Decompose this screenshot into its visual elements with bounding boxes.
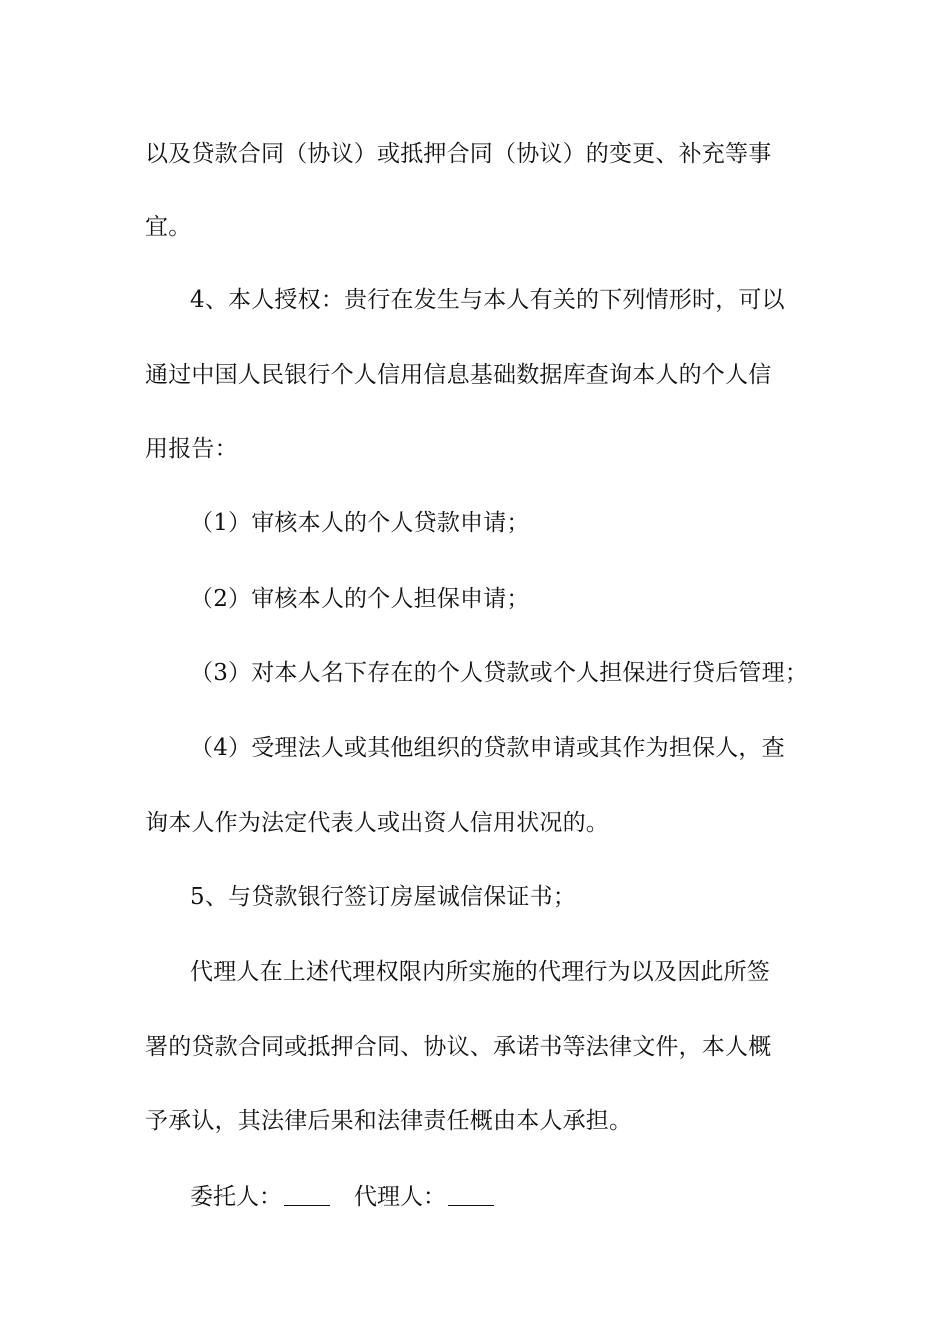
paragraph-line: 宜。 (145, 214, 192, 240)
paragraph-line: 代理人在上述代理权限内所实施的代理行为以及因此所签 (190, 959, 770, 985)
paragraph-line: 用报告： (145, 436, 238, 462)
paragraph-line: 以及贷款合同（协议）或抵押合同（协议）的变更、补充等事 (145, 141, 772, 167)
list-item: （1）审核本人的个人贷款申请； (190, 510, 530, 536)
principal-signature-blank[interactable] (284, 1183, 330, 1206)
agent-signature-blank[interactable] (448, 1183, 494, 1206)
paragraph-line: 署的贷款合同或抵押合同、协议、承诺书等法律文件，本人概 (145, 1034, 772, 1060)
list-item: （4）受理法人或其他组织的贷款申请或其作为担保人，查 (190, 735, 785, 761)
agent-label: 代理人： (354, 1184, 446, 1210)
signature-row (190, 1182, 494, 1212)
paragraph-line: 通过中国人民银行个人信用信息基础数据库查询本人的个人信 (145, 362, 772, 388)
paragraph-line: 询本人作为法定代表人或出资人信用状况的。 (145, 810, 609, 836)
paragraph-line: 4、本人授权：贵行在发生与本人有关的下列情形时，可以 (190, 287, 785, 313)
principal-label: 委托人： (190, 1184, 282, 1210)
paragraph-line: 5、与贷款银行签订房屋诚信保证书； (190, 884, 577, 910)
paragraph-line: 予承认，其法律后果和法律责任概由本人承担。 (145, 1108, 633, 1134)
list-item: （2）审核本人的个人担保申请； (190, 586, 530, 612)
list-item: （3）对本人名下存在的个人贷款或个人担保进行贷后管理； (190, 660, 809, 686)
